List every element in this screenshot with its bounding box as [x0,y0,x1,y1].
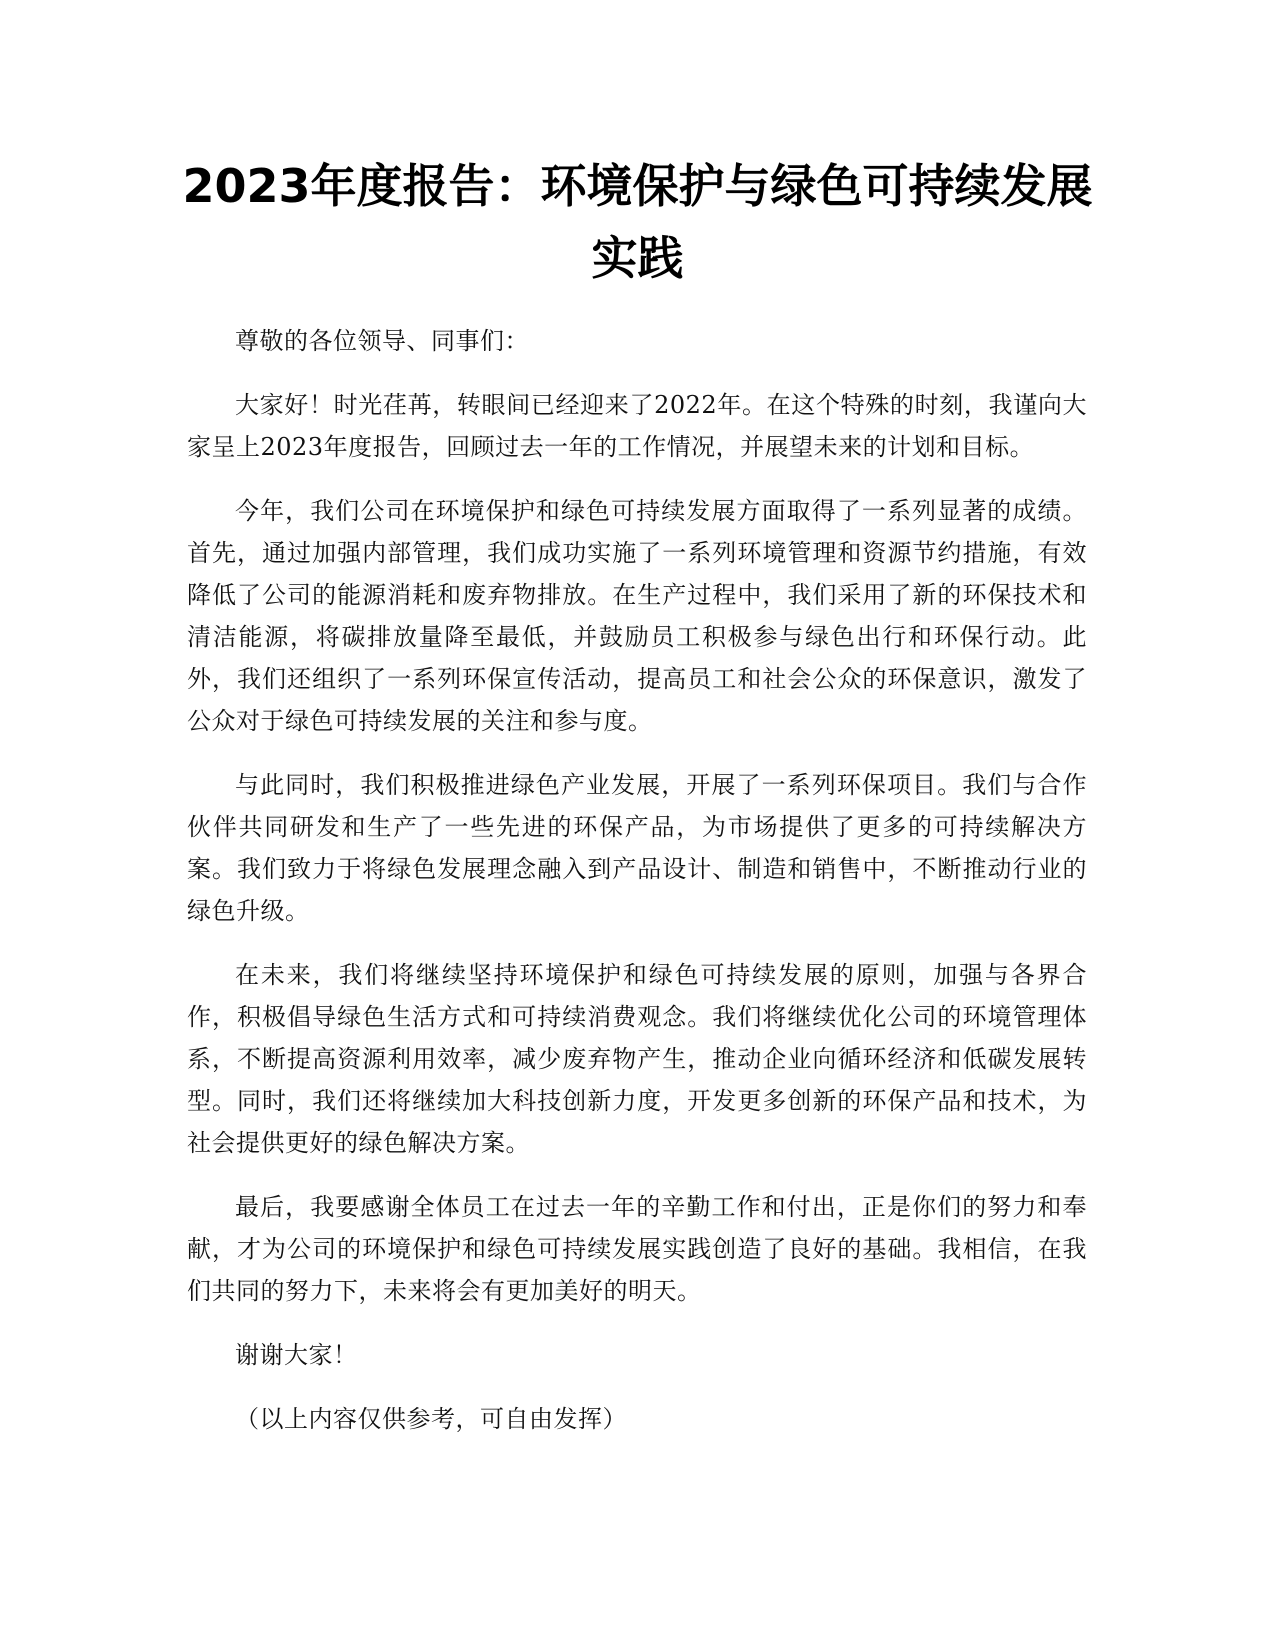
future-plans-paragraph: 在未来，我们将继续坚持环境保护和绿色可持续发展的原则，加强与各界合作，积极倡导绿色生活方式和可持续消费观念。我们将继续优化公司的环境管理体系，不断提高资源利用效率，减少废弃物产生，推动企业向循环经济和低碳发展转型。同时，我们还将继续加大科技创新力度，开发更多创新的环保产品和技术，为社会提供更好的绿色解决方案。 [187,961,1087,1157]
disclaimer-paragraph: （以上内容仅供参考，可自由发挥） [235,1405,627,1433]
greeting-paragraph: 大家好！时光荏苒，转眼间已经迎来了2022年。在这个特殊的时刻，我谨向大家呈上2023年度报告，回顾过去一年的工作情况，并展望未来的计划和目标。 [187,391,1087,461]
closing-paragraph: 谢谢大家！ [235,1341,358,1369]
green-industry-paragraph: 与此同时，我们积极推进绿色产业发展，开展了一系列环保项目。我们与合作伙伴共同研发和生产了一些先进的环保产品，为市场提供了更多的可持续解决方案。我们致力于将绿色发展理念融入到产品设计、制造和销售中，不断推动行业的绿色升级。 [187,771,1087,925]
document-title: 2023年度报告：环境保护与绿色可持续发展实践 [182,159,1093,285]
achievements-paragraph: 今年，我们公司在环境保护和绿色可持续发展方面取得了一系列显著的成绩。首先，通过加强内部管理，我们成功实施了一系列环境管理和资源节约措施，有效降低了公司的能源消耗和废弃物排放。在生产过程中，我们采用了新的环保技术和清洁能源，将碳排放量降至最低，并鼓励员工积极参与绿色出行和环保行动。此外，我们还组织了一系列环保宣传活动，提高员工和社会公众的环保意识，激发了公众对于绿色可持续发展的关注和参与度。 [187,497,1087,735]
document-body [187,320,1087,1462]
salutation-paragraph: 尊敬的各位领导、同事们： [235,327,529,355]
thanks-paragraph: 最后，我要感谢全体员工在过去一年的辛勤工作和付出，正是你们的努力和奉献，才为公司的环境保护和绿色可持续发展实践创造了良好的基础。我相信，在我们共同的努力下，未来将会有更加美好的明天。 [187,1193,1087,1305]
